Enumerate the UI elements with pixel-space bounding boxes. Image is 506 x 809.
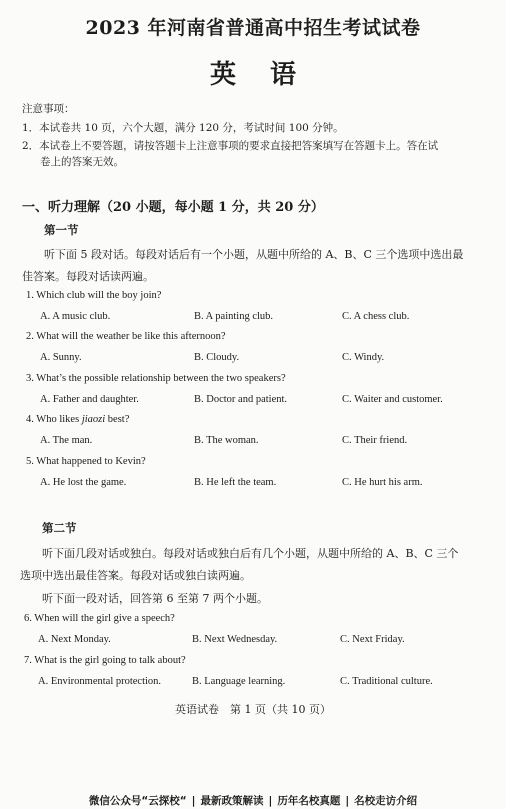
notice-item-1: 1．本试卷共 10 页，六个大题，满分 120 分，考试时间 100 分钟。	[22, 122, 344, 134]
notice-item-2-cont: 卷上的答案无效。	[40, 156, 124, 168]
q7-option-c: C. Traditional culture.	[340, 676, 433, 687]
q4-option-c: C. Their friend.	[342, 435, 408, 446]
question-4	[26, 414, 129, 425]
part2-instruction-line2: 选项中选出最佳答案。每段对话或独白读两遍。	[20, 569, 251, 582]
page-footer: 英语试卷 第 1 页（共 10 页）	[175, 703, 331, 716]
question-6: 6. When will the girl give a speech?	[24, 613, 175, 624]
exam-title: 2023 年河南省普通高中招生考试试卷	[85, 17, 421, 39]
promo-past-papers: 历年名校真题	[277, 795, 341, 807]
question-2: 2. What will the weather be like this afternoon?	[26, 331, 226, 342]
q5-option-c: C. He hurt his arm.	[342, 477, 423, 488]
q1-option-b: B. A painting club.	[194, 311, 274, 322]
promo-wechat: 微信公众号“云探校“	[88, 795, 187, 807]
question-4-suffix: best?	[105, 414, 130, 425]
question-5: 5. What happened to Kevin?	[26, 456, 146, 467]
q2-option-b: B. Cloudy.	[194, 352, 240, 363]
question-4-prefix: 4. Who likes	[26, 414, 82, 425]
promo-school-visits: 名校走访介绍	[354, 795, 418, 807]
q4-option-a: A. The man.	[40, 435, 93, 446]
q7-option-b: B. Language learning.	[192, 676, 286, 687]
notice-heading: 注意事项：	[22, 103, 75, 115]
promo-separator: |	[345, 795, 350, 807]
q6-option-a: A. Next Monday.	[38, 634, 111, 645]
part1-instruction-line2: 佳答案。每段对话读两遍。	[22, 270, 154, 283]
section-heading: 一、听力理解（20 小题，每小题 1 分，共 20 分）	[22, 200, 324, 215]
q3-option-b: B. Doctor and patient.	[194, 394, 288, 405]
promo-policy: 最新政策解读	[200, 795, 264, 807]
q5-option-b: B. He left the team.	[194, 477, 277, 488]
q3-option-c: C. Waiter and customer.	[342, 394, 443, 405]
part2-instruction-line1: 听下面几段对话或独白。每段对话或独白后有几个小题，从题中所给的 A、B、C 三个	[42, 547, 459, 560]
bottom-promo-bar	[0, 793, 506, 808]
question-7: 7. What is the girl going to talk about?	[24, 655, 186, 666]
q6-option-c: C. Next Friday.	[340, 634, 405, 645]
q1-option-a: A. A music club.	[40, 311, 111, 322]
q7-option-a: A. Environmental protection.	[38, 676, 162, 687]
promo-separator: |	[191, 795, 196, 807]
part2-label: 第二节	[42, 521, 77, 535]
q3-option-a: A. Father and daughter.	[40, 394, 139, 405]
question-1: 1. Which club will the boy join?	[26, 290, 162, 301]
notice-item-2: 2．本试卷上不要答题，请按答题卡上注意事项的要求直接把答案填写在答题卡上。答在试	[22, 140, 439, 152]
q4-option-b: B. The woman.	[194, 435, 259, 446]
q2-option-a: A. Sunny.	[40, 352, 82, 363]
question-3: 3. What’s the possible relationship between the two speakers?	[26, 373, 286, 384]
subject-title: 英语	[209, 60, 330, 90]
q2-option-c: C. Windy.	[342, 352, 385, 363]
q6-option-b: B. Next Wednesday.	[192, 634, 278, 645]
q5-option-a: A. He lost the game.	[40, 477, 127, 488]
question-4-italic: jiaozi	[81, 414, 106, 425]
part1-label: 第一节	[44, 223, 79, 237]
q1-option-c: C. A chess club.	[342, 311, 410, 322]
part1-instruction-line1: 听下面 5 段对话。每段对话后有一个小题，从题中所给的 A、B、C 三个选项中选出最	[44, 248, 464, 261]
promo-separator: |	[268, 795, 273, 807]
part2-instruction-line3: 听下面一段对话，回答第 6 至第 7 两个小题。	[42, 592, 268, 605]
